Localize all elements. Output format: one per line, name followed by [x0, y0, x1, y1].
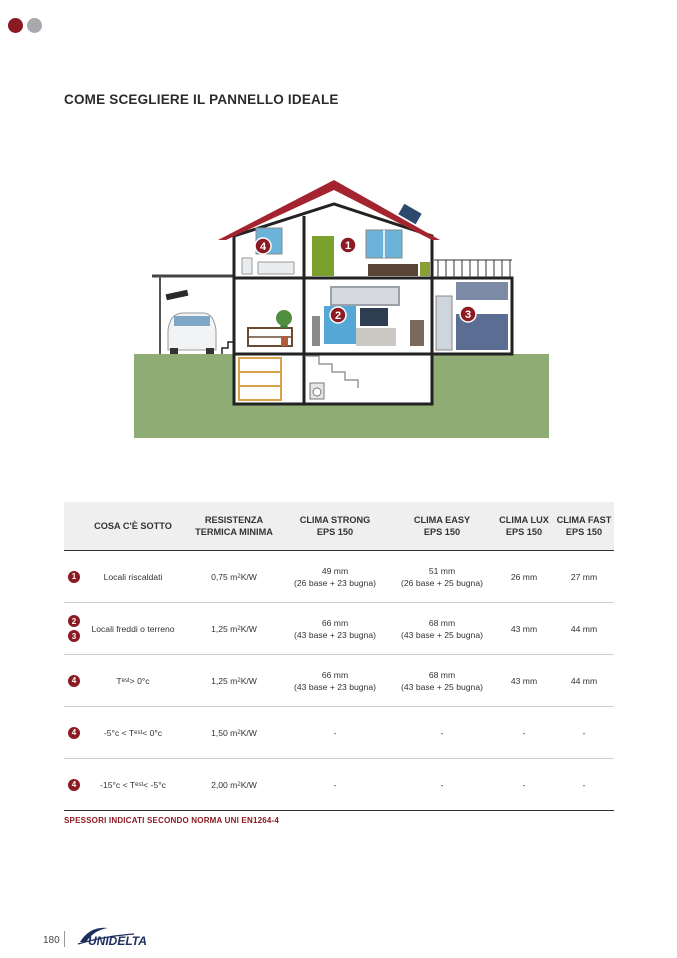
header-clima-easy: CLIMA EASY EPS 150 [413, 515, 471, 537]
page-title: COME SCEGLIERE IL PANNELLO IDEALE [64, 92, 339, 107]
row-label: -5°c < T est < 0°c [103, 727, 163, 738]
unidelta-logo [74, 924, 174, 948]
row-resistance: 0,75 m 2 K/W [211, 571, 257, 582]
row-lux: - [522, 727, 526, 738]
row-label: Locali riscaldati [103, 571, 163, 582]
row-resistance: 1,25 m 2 K/W [211, 675, 257, 686]
header-clima-fast: CLIMA FAST EPS 150 [556, 515, 612, 537]
marker-label: 3 [464, 309, 472, 321]
row-label: -15°c < T est < -5°c [100, 779, 166, 790]
row-resistance: 2,00 m 2 K/W [211, 779, 257, 790]
row-lux: - [522, 779, 526, 790]
row-easy: 51 mm (26 base + 25 bugna) [401, 565, 483, 588]
badge-icon: 3 [68, 630, 80, 642]
table-row [64, 603, 614, 655]
row-fast: 27 mm [570, 571, 598, 582]
table-row [64, 655, 614, 707]
row-label: Locali freddi o terreno [91, 623, 175, 634]
badge-icon: 4 [68, 675, 80, 687]
row-label: T est > 0°c [116, 675, 150, 686]
row-strong: - [333, 727, 337, 738]
row-easy: 68 mm (43 base + 25 bugna) [401, 669, 483, 692]
table-row [64, 707, 614, 759]
badge-icon: 2 [68, 615, 80, 627]
row-strong: 66 mm (43 base + 23 bugna) [294, 669, 376, 692]
header-cosa: COSA C'È SOTTO [94, 521, 172, 531]
row-lux: 26 mm [510, 571, 538, 582]
footer-divider [64, 931, 65, 947]
marker-label: 2 [334, 310, 342, 322]
panel-selection-table [64, 502, 614, 811]
table-row [64, 759, 614, 811]
row-fast: - [582, 779, 586, 790]
row-strong: 66 mm (43 base + 23 bugna) [294, 617, 376, 640]
grey-dot-icon [27, 18, 42, 33]
header-clima-lux: CLIMA LUX EPS 150 [499, 515, 549, 537]
row-fast: 44 mm [570, 623, 598, 634]
row-resistance: 1,25 m 2 K/W [211, 623, 257, 634]
marker-label: 1 [344, 240, 352, 252]
row-fast: 44 mm [570, 675, 598, 686]
header-resistenza: RESISTENZA TERMICA MINIMA [195, 515, 273, 537]
row-fast: - [582, 727, 586, 738]
header-clima-strong: CLIMA STRONG EPS 150 [299, 515, 371, 537]
page-number: 180 [43, 935, 60, 946]
badge-icon: 4 [68, 727, 80, 739]
row-easy: 68 mm (43 base + 25 bugna) [401, 617, 483, 640]
table-header [64, 502, 614, 551]
row-lux: 43 mm [510, 675, 538, 686]
row-easy: - [440, 779, 444, 790]
badge-icon: 1 [68, 571, 80, 583]
marker-label: 4 [259, 241, 267, 253]
table-row [64, 551, 614, 603]
row-easy: - [440, 727, 444, 738]
standard-note: SPESSORI INDICATI SECONDO NORMA UNI EN1264-4 [64, 816, 280, 825]
row-lux: 43 mm [510, 623, 538, 634]
badge-icon: 4 [68, 779, 80, 791]
red-dot-icon [8, 18, 23, 33]
row-strong: - [333, 779, 337, 790]
row-resistance: 1,50 m 2 K/W [211, 727, 257, 738]
house-illustration [134, 178, 549, 438]
brand-name: UNIDELTA [88, 934, 147, 948]
row-strong: 49 mm (26 base + 23 bugna) [294, 565, 376, 588]
